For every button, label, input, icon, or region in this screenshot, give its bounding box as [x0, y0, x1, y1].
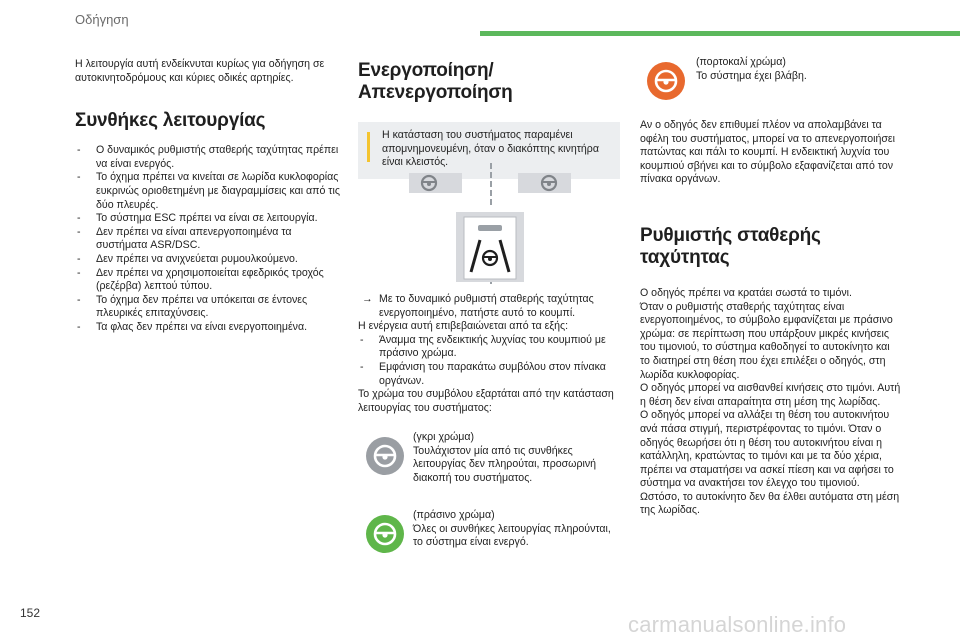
- body-paragraph: Ο οδηγός πρέπει να κρατάει σωστά το τιμόνι.: [640, 286, 852, 299]
- activation-instructions: [358, 293, 620, 415]
- info-note: [358, 122, 620, 179]
- condition-item: - Το όχημα πρέπει να κινείται σε λωρίδα κυκλοφορίας ευκρινώς οριοθετημένη με διαγραμμίσεις και από τις δύο πλευρές.: [75, 171, 340, 212]
- body-paragraph: Όταν ο ρυθμιστής σταθερής ταχύτητας είναι ενεργοποιημένος, το σύμβολο εμφανίζεται με πράσινο χρώμα: σε περίπτωση που υπάρξουν μικρές κινήσεις του τιμονιού, το σύστημα καθοδηγεί το αυτοκίνητο και το διατηρεί στη θέση που έχει επιλέξει ο οδηγός, στη λωρίδα κυκλοφορίας.: [640, 300, 893, 381]
- deactivate-paragraph: Αν ο οδηγός δεν επιθυμεί πλέον να απολαμβάνει τα οφέλη του συστήματος, μπορεί να το απενεργοποιήσει πατώντας και πάλι το κουμπί. Η ενδεικτική λυχνία του κουμπιού σβήνει και το σύμβολο εξαφανίζεται από τον πίνακα οργάνων.: [640, 119, 895, 186]
- heading-cruise-control: Ρυθμιστής σταθερής ταχύτητας: [640, 224, 821, 268]
- state-grey-text: Τουλάχιστον μία από τις συνθήκες λειτουργίας δεν πληρούται, προσωρινή διακοπή του συστήματος.: [413, 444, 597, 484]
- confirm-intro: Η ενέργεια αυτή επιβεβαιώνεται από τα εξής:: [358, 320, 569, 333]
- dashboard-panel-left: [409, 173, 462, 193]
- body-paragraph: Ο οδηγός μπορεί να αισθανθεί κινήσεις στο τιμόνι. Αυτή η θέση δεν είναι απαραίτητα στη μέση της λωρίδας.: [640, 382, 901, 408]
- info-icon: [367, 132, 370, 162]
- cruise-control-body: [640, 287, 902, 518]
- steering-wheel-icon: [518, 173, 571, 193]
- steering-wheel-green-icon: [366, 515, 404, 553]
- section-title: Οδήγηση: [75, 12, 129, 27]
- dashboard-panel-right: [518, 173, 571, 193]
- confirm-item: - Εμφάνιση του παρακάτω συμβόλου στον πίνακα οργάνων.: [358, 361, 620, 388]
- confirm-item: - Άναμμα της ενδεικτικής λυχνίας του κουμπιού με πράσινο χρώμα.: [358, 334, 620, 361]
- condition-item: - Τα φλας δεν πρέπει να είναι ενεργοποιημένα.: [75, 321, 340, 335]
- condition-item: - Δεν πρέπει να χρησιμοποιείται εφεδρικός τροχός (ρεζέρβα) λεπτού τύπου.: [75, 267, 340, 294]
- state-green-label: (πράσινο χρώμα): [413, 509, 495, 521]
- info-text: Η κατάσταση του συστήματος παραμένει απομνημονευμένη, όταν ο διακόπτης κινητήρα είναι κλειστός.: [382, 129, 599, 169]
- instruction-paragraph: [358, 293, 620, 320]
- state-green-text: Όλες οι συνθήκες λειτουργίας πληρούνται, το σύστημα είναι ενεργό.: [413, 522, 611, 549]
- intro-paragraph: Η λειτουργία αυτή ενδείκνυται κυρίως για οδήγηση σε αυτοκινητοδρόμους και κύριες οδικές αρτηρίες.: [75, 58, 325, 84]
- state-grey-description: [413, 431, 613, 485]
- column-right: [640, 119, 902, 518]
- column-left: [75, 58, 340, 335]
- condition-item: - Το σύστημα ESC πρέπει να είναι σε λειτουργία.: [75, 212, 340, 226]
- state-green-description: [413, 509, 613, 550]
- state-orange-text: Το σύστημα έχει βλάβη.: [696, 69, 807, 82]
- steering-wheel-grey-icon: [366, 437, 404, 475]
- watermark: carmanualsonline.info: [628, 612, 847, 637]
- steering-wheel-icon: [409, 173, 462, 193]
- color-note: Το χρώμα του συμβόλου εξαρτάται από την κατάσταση λειτουργίας του συστήματος:: [358, 388, 614, 414]
- steering-wheel-orange-icon: [647, 62, 685, 100]
- lane-assist-icon: [456, 212, 524, 282]
- heading-operating-conditions: Συνθήκες λειτουργίας: [75, 110, 266, 132]
- state-orange-description: [696, 56, 896, 83]
- state-orange-label: (πορτοκαλί χρώμα): [696, 56, 786, 68]
- page-number: 152: [20, 606, 41, 620]
- body-paragraph: Ο οδηγός μπορεί να αλλάξει τη θέση του αυτοκινήτου ανά πάσα στιγμή, περιστρέφοντας το τιμόνι. Όταν ο οδηγός θεωρήσει ότι η θέση του αυτοκινήτου είναι η κατάλληλη, κρατώντας το τιμόνι και με τα δύο χέρια, πρέπει να σταματήσει να ασκεί πίεση και να αφήσει το σύστημα να ανακτήσει τον έλεγχο του τιμονιού. Ωστόσο, το αυτοκίνητο δεν θα έλθει αυτόματα στη μέση της λωρίδας.: [640, 409, 900, 517]
- header-accent-bar: [480, 31, 960, 36]
- condition-item: - Ο δυναμικός ρυθμιστής σταθερής ταχύτητας πρέπει να είναι ενεργός.: [75, 144, 340, 171]
- divider-dashed: [490, 163, 492, 205]
- state-grey-label: (γκρι χρώμα): [413, 431, 475, 443]
- condition-item: - Δεν πρέπει να ανιχνεύεται ρυμουλκούμενο.: [75, 253, 340, 267]
- column-middle: [358, 60, 620, 179]
- instruction-text: Με το δυναμικό ρυθμιστή σταθερής ταχύτητας ενεργοποιημένο, πατήστε αυτό το κουμπί.: [379, 293, 594, 319]
- confirm-list: [358, 334, 620, 388]
- lane-keeping-button: [456, 212, 524, 282]
- condition-item: - Δεν πρέπει να είναι απενεργοποιημένα τα συστήματα ASR/DSC.: [75, 226, 340, 253]
- conditions-list: [75, 144, 340, 334]
- arrow-icon: →: [362, 293, 373, 305]
- heading-activation: Ενεργοποίηση/Απενεργοποίηση: [358, 60, 513, 103]
- condition-item: - Το όχημα δεν πρέπει να υπόκειται σε έντονες πλευρικές επιταχύνσεις.: [75, 294, 340, 321]
